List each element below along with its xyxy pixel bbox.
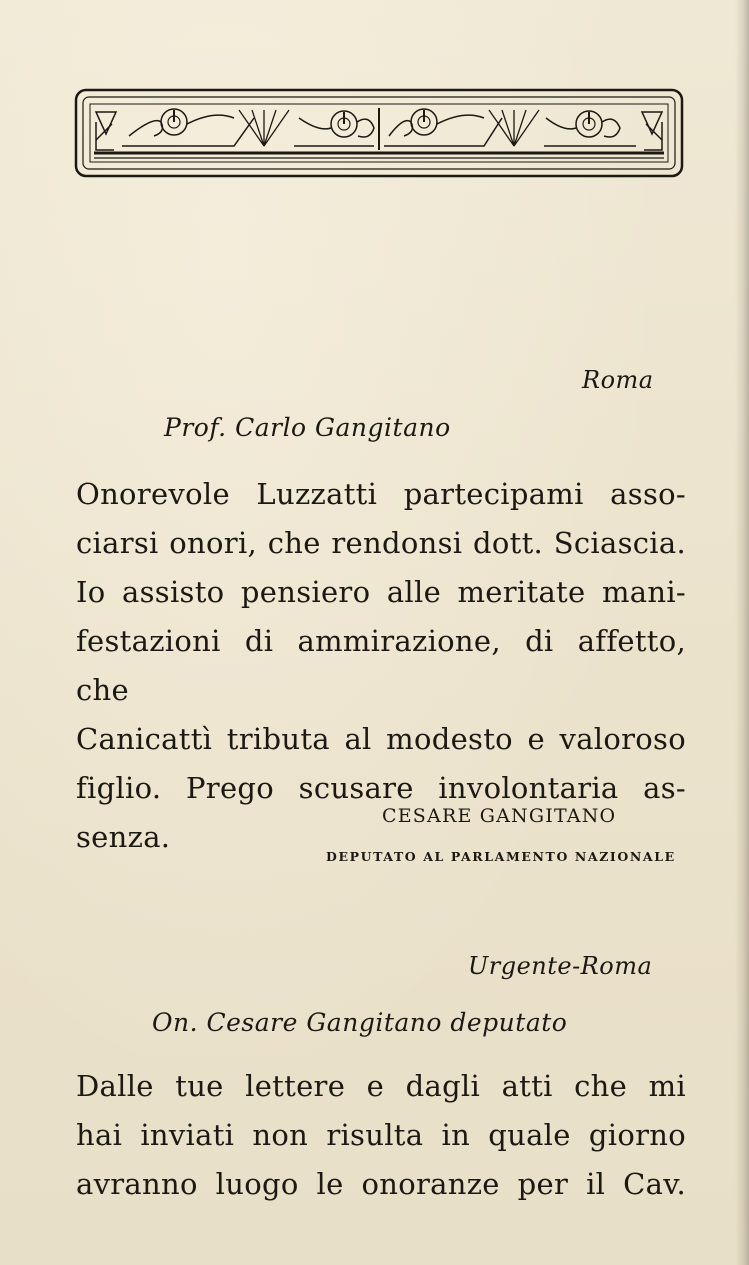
body-line: figlio. Prego scusare involontaria as- (76, 771, 686, 805)
page-edge-shadow (735, 0, 749, 1265)
body-line: Dalle tue lettere e dagli atti che mi (76, 1069, 686, 1103)
signature-name: CESARE GANGITANO (382, 805, 617, 827)
body-line: senza. (76, 820, 171, 854)
body-line: Onorevole Luzzatti partecipami asso- (76, 477, 686, 511)
art-nouveau-header-ornament (74, 88, 684, 178)
letter1-body (76, 470, 686, 862)
body-line: Canicattì tributa al modesto e valoroso (76, 722, 686, 756)
addressee-carlo-gangitano: Prof. Carlo Gangitano (164, 413, 451, 442)
dateline-roma: Roma (582, 366, 654, 394)
signature-title: DEPUTATO AL PARLAMENTO NAZIONALE (326, 849, 676, 864)
addressee-cesare-gangitano: On. Cesare Gangitano deputato (152, 1008, 568, 1037)
body-line: Io assisto pensiero alle meritate mani- (76, 575, 686, 609)
body-line: ciarsi onori, che rendonsi dott. Sciascia. (76, 526, 686, 560)
dateline-urgente-roma: Urgente-Roma (468, 952, 653, 980)
body-line: avranno luogo le onoranze per il Cav. (76, 1167, 686, 1201)
body-line: hai inviati non risulta in quale giorno (76, 1118, 686, 1152)
body-line: festazioni di ammirazione, di affetto, che (76, 624, 686, 707)
letter2-body (76, 1062, 686, 1209)
